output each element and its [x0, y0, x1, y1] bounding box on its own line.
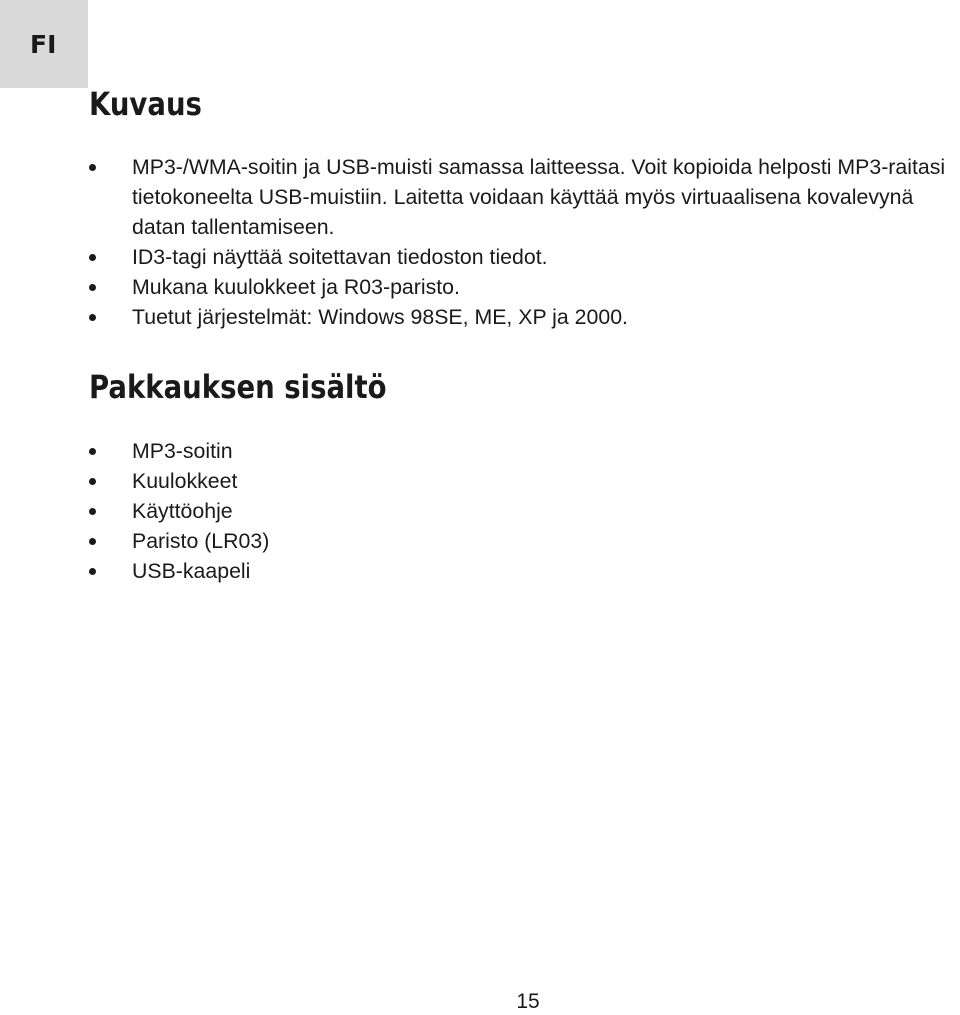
list-item-text: Kuulokkeet [132, 469, 238, 493]
package-contents-list [0, 436, 960, 586]
bullet-icon [89, 254, 96, 261]
list-item-text: MP3-soitin [132, 439, 233, 463]
list-item [0, 496, 960, 526]
language-tab [0, 0, 88, 88]
section-heading-package-contents: Pakkauksen sisältö [89, 368, 387, 406]
list-item-text: Mukana kuulokkeet ja R03-paristo. [132, 275, 460, 299]
list-item-text: Tuetut järjestelmät: Windows 98SE, ME, XP ja 2000. [132, 305, 628, 329]
description-list [0, 152, 960, 332]
bullet-icon [89, 508, 96, 515]
bullet-icon [89, 448, 96, 455]
list-item [0, 556, 960, 586]
list-item-text: MP3-/WMA-soitin ja USB-muisti samassa laitteessa. Voit kopioida helposti MP3-raitasi tietokoneelta USB-muistiin. Laitetta voidaan käyttää myös virtuaalisena kovalevynä datan tallentamiseen. [132, 155, 946, 239]
bullet-icon [89, 314, 96, 321]
bullet-icon [89, 538, 96, 545]
list-item [0, 242, 960, 272]
bullet-icon [89, 284, 96, 291]
bullet-icon [89, 478, 96, 485]
list-item-text: Paristo (LR03) [132, 529, 270, 553]
language-code: FI [30, 30, 57, 59]
bullet-icon [89, 568, 96, 575]
list-item-text: ID3-tagi näyttää soitettavan tiedoston tiedot. [132, 245, 548, 269]
list-item-text: Käyttöohje [132, 499, 233, 523]
list-item [0, 152, 960, 242]
list-item [0, 436, 960, 466]
list-item-text: USB-kaapeli [132, 559, 251, 583]
list-item [0, 526, 960, 556]
list-item [0, 466, 960, 496]
list-item [0, 302, 960, 332]
list-item [0, 272, 960, 302]
section-heading-description: Kuvaus [89, 85, 202, 123]
bullet-icon [89, 164, 96, 171]
page-number: 15 [516, 990, 540, 1013]
